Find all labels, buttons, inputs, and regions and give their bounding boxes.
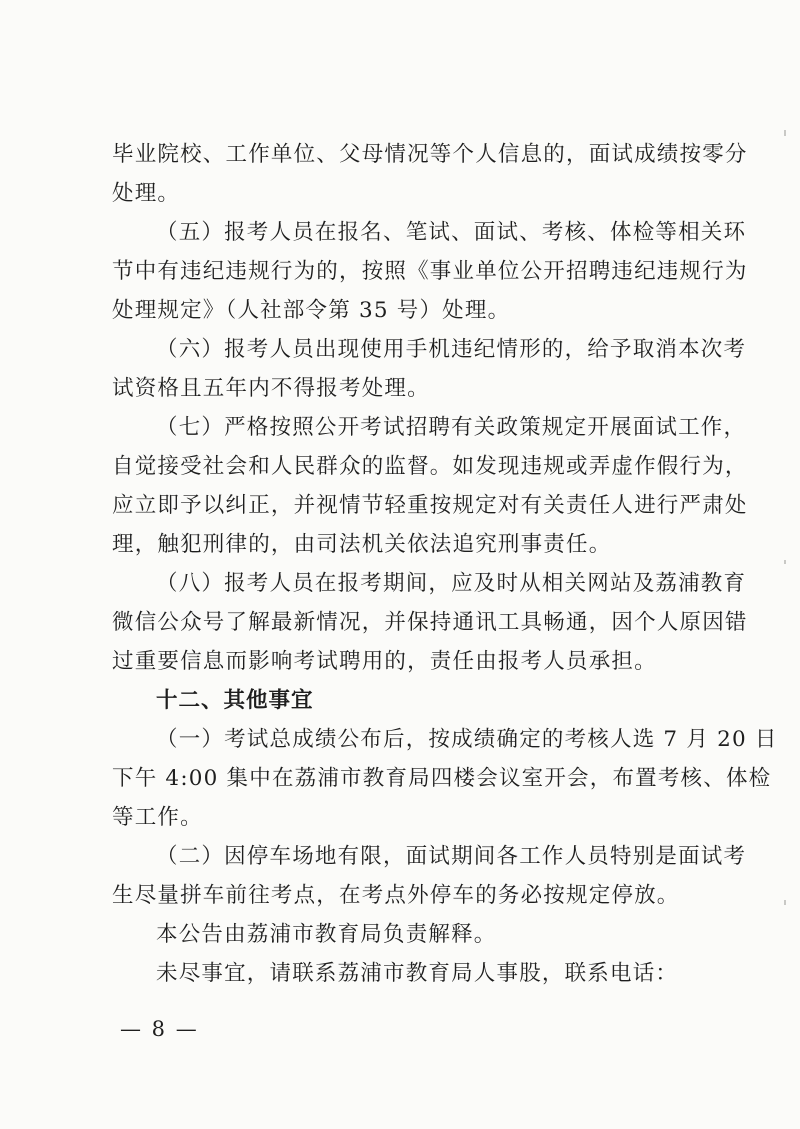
section-heading: 十二、其他事宜 — [156, 688, 314, 713]
page-number: — 8 — — [120, 1017, 199, 1041]
paragraph-line-19: （二）因停车场地有限，面试期间各工作人员特别是面试考 — [156, 844, 747, 869]
paragraph-line-20: 生尽量拼车前往考点，在考点外停车的务必按规定停放。 — [112, 883, 680, 908]
paragraph-line-3: （五）报考人员在报名、笔试、面试、考核、体检等相关环 — [156, 220, 747, 245]
scan-speck — [784, 130, 786, 136]
paragraph-line-1: 毕业院校、工作单位、父母情况等个人信息的，面试成绩按零分 — [112, 142, 748, 167]
paragraph-line-10: 应立即予以纠正，并视情节轻重按规定对有关责任人进行严肃处 — [112, 493, 748, 518]
scan-speck — [784, 900, 786, 905]
paragraph-line-9: 自觉接受社会和人民群众的监督。如发现违规或弄虚作假行为， — [112, 454, 748, 479]
paragraph-line-6: （六）报考人员出现使用手机违纪情形的，给予取消本次考 — [156, 337, 747, 362]
paragraph-line-8: （七）严格按照公开考试招聘有关政策规定开展面试工作， — [156, 415, 747, 440]
paragraph-line-14: 过重要信息而影响考试聘用的，责任由报考人员承担。 — [112, 649, 657, 674]
paragraph-line-11: 理，触犯刑律的，由司法机关依法追究刑事责任。 — [112, 532, 612, 557]
paragraph-line-17: 下午 4:00 集中在荔浦市教育局四楼会议室开会，布置考核、体检 — [112, 766, 772, 791]
paragraph-line-2: 处理。 — [112, 181, 181, 206]
paragraph-line-5: 处理规定》（人社部令第 35 号）处理。 — [112, 298, 511, 323]
paragraph-line-13: 微信公众号了解最新情况，并保持通讯工具畅通，因个人原因错 — [112, 610, 748, 635]
paragraph-line-16: （一）考试总成绩公布后，按成绩确定的考核人选 7 月 20 日 — [156, 727, 778, 752]
paragraph-line-4: 节中有违纪违规行为的，按照《事业单位公开招聘违纪违规行为 — [112, 259, 748, 284]
paragraph-line-18: 等工作。 — [112, 805, 203, 830]
paragraph-line-22: 未尽事宜，请联系荔浦市教育局人事股，联系电话： — [156, 961, 679, 986]
paragraph-line-21: 本公告由荔浦市教育局负责解释。 — [156, 922, 497, 947]
paragraph-line-12: （八）报考人员在报考期间，应及时从相关网站及荔浦教育 — [156, 571, 747, 596]
paragraph-line-7: 试资格且五年内不得报考处理。 — [112, 376, 430, 401]
scan-speck — [784, 560, 786, 564]
